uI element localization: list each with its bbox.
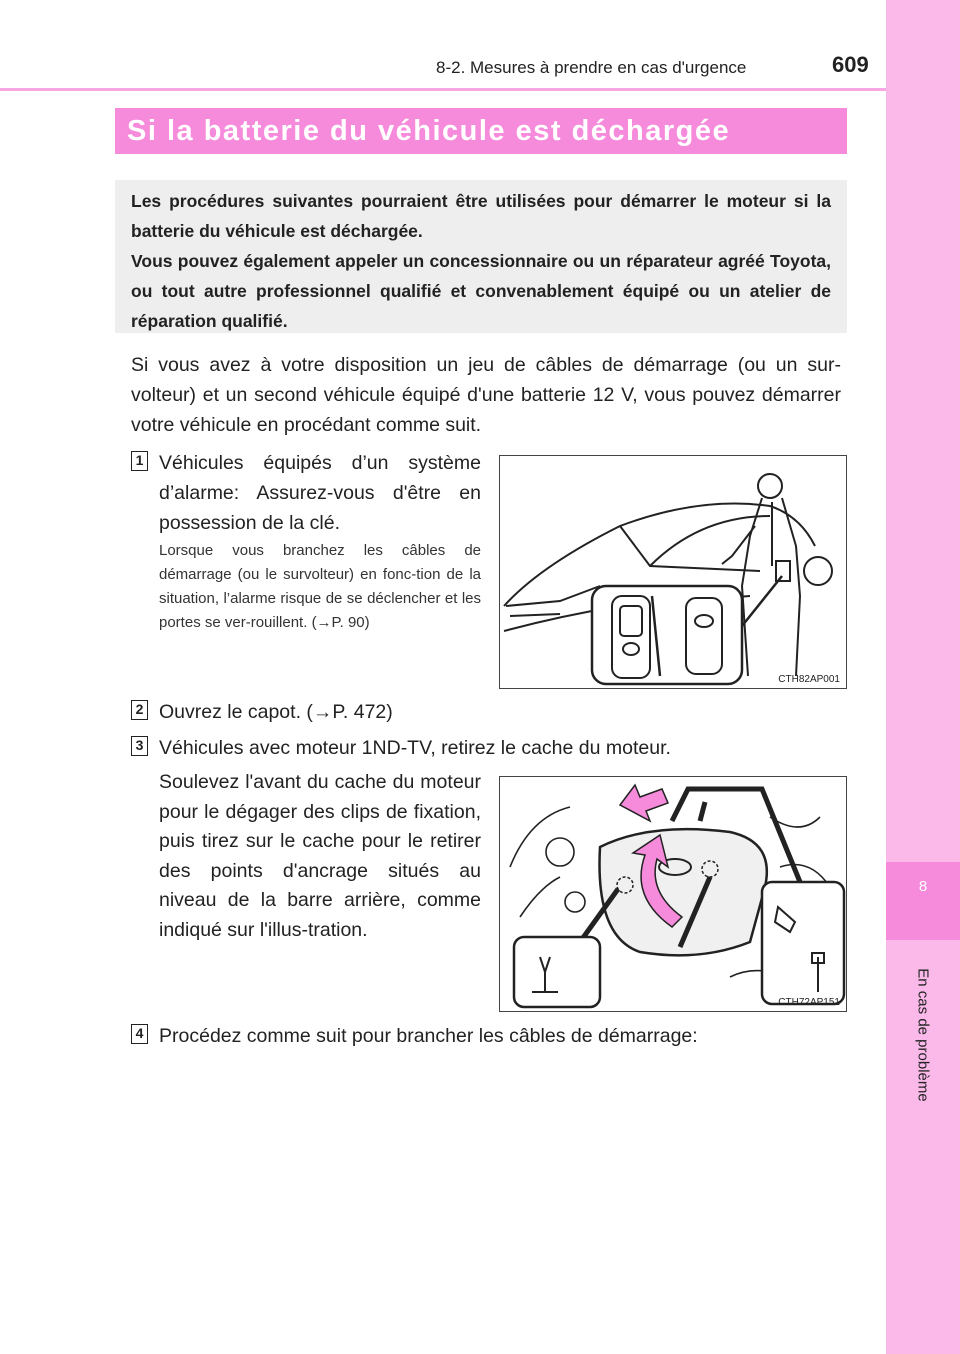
figure-code-2: CTH72AP151 — [778, 997, 840, 1008]
car-key-illustration — [500, 456, 847, 689]
figure-engine-cover — [499, 776, 847, 1012]
chapter-number-box — [886, 862, 960, 940]
intro-paragraph-2: Vous pouvez également appeler un concessionnaire ou un réparateur agréé Toyota, ou tout autre professionnel qualifié et convenablement équipé ou un atelier de réparation qualifié. — [131, 251, 831, 331]
step-1-text: Véhicules équipés d’un système d’alarme: Assurez-vous d'être en possession de la clé. — [159, 452, 481, 534]
step-2-text: Ouvrez le capot. (→P. 472) — [159, 701, 393, 723]
step-3-number: 3 — [131, 736, 148, 756]
chapter-label: En cas de problème — [914, 968, 932, 1102]
running-header: 8-2. Mesures à prendre en cas d'urgence — [436, 58, 747, 77]
chapter-side-tab — [886, 0, 960, 1354]
step-2-number: 2 — [131, 700, 148, 720]
intro-box — [115, 180, 847, 333]
step-1-number: 1 — [131, 451, 148, 471]
intro-paragraph-1: Les procédures suivantes pourraient être utilisées pour démarrer le moteur si la batterie du véhicule est déchargée. — [131, 191, 831, 241]
step-1-note: Lorsque vous branchez les câbles de démarrage (ou le survolteur) en fonc-tion de la situation, l’alarme risque de se déclencher et les portes se ver-rouillent. (→P. 90) — [159, 542, 481, 631]
step-4-text: Procédez comme suit pour brancher les câbles de démarrage: — [159, 1025, 698, 1047]
section-title: Si la batterie du véhicule est déchargée — [127, 115, 731, 147]
figure-code-1: CTH82AP001 — [778, 674, 840, 685]
page-number: 609 — [832, 52, 869, 77]
step-4-number: 4 — [131, 1024, 148, 1044]
figure-car-key — [499, 455, 847, 689]
chapter-number: 8 — [918, 878, 928, 895]
step-3-text: Véhicules avec moteur 1ND-TV, retirez le cache du moteur. — [159, 737, 671, 759]
header-rule — [0, 88, 886, 91]
engine-cover-illustration — [500, 777, 847, 1012]
step-3-detail: Soulevez l'avant du cache du moteur pour le dégager des clips de fixation, puis tirez sur le cache pour le retirer des points d'ancrage situés au niveau de la barre arrière, comme indiqué sur l'illus-tration. — [159, 771, 481, 941]
lead-paragraph: Si vous avez à votre disposition un jeu de câbles de démarrage (ou un sur-volteur) et un second véhicule équipé d'une batterie 12 V, vous pouvez démarrer votre véhicule en procédant comme suit. — [131, 354, 841, 436]
section-title-bar — [115, 108, 847, 154]
